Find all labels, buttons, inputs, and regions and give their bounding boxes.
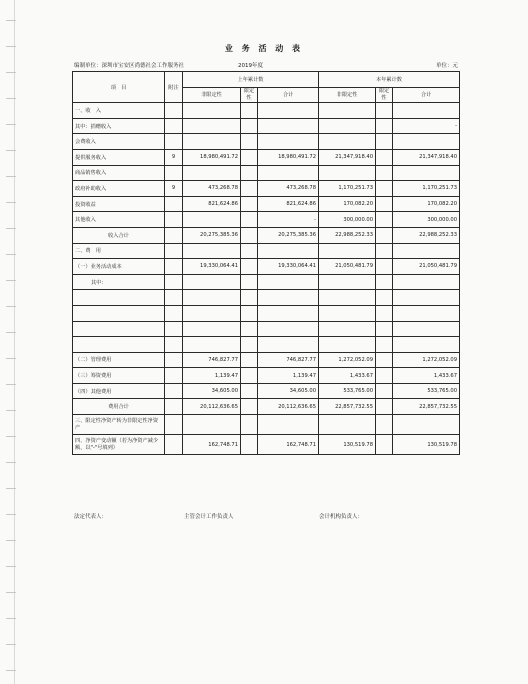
- activity-table: [72, 71, 460, 455]
- cell-c-u: [319, 134, 376, 150]
- cell-p-t: [258, 134, 319, 150]
- binding-margin: [14, 0, 15, 684]
- cell-p-u: [183, 118, 241, 134]
- cell-note: [165, 196, 183, 212]
- table-row: [73, 368, 460, 384]
- cell-p-u: 20,275,385.36: [183, 227, 241, 243]
- margin-tick: [6, 306, 16, 307]
- cell-p-u: 162,748.71: [183, 435, 241, 455]
- cell-p-u: [183, 212, 241, 228]
- cell-c-t: [393, 134, 460, 150]
- cell-p-t: [258, 337, 319, 353]
- cell-p-t: -: [258, 212, 319, 228]
- cell-note: [165, 274, 183, 290]
- margin-tick: [6, 644, 16, 645]
- cell-p-t: 821,624.86: [258, 196, 319, 212]
- header-prev-total: 合计: [258, 87, 319, 103]
- cell-item: [73, 290, 165, 306]
- cell-c-t: -: [393, 118, 460, 134]
- table-row: [73, 399, 460, 415]
- cell-note: [165, 399, 183, 415]
- org-label: 编制单位：深圳市宝安区尚德社会工作服务社: [74, 63, 185, 69]
- cell-p-t: 1,139.47: [258, 368, 319, 384]
- cell-note: [165, 435, 183, 455]
- cell-c-t: [393, 274, 460, 290]
- cell-p-u: [183, 415, 241, 435]
- cell-p-r: [241, 383, 258, 399]
- cell-c-u: 1,170,251.73: [319, 181, 376, 197]
- cell-c-t: 22,857,732.55: [393, 399, 460, 415]
- cell-note: [165, 368, 183, 384]
- cell-c-r: [376, 290, 393, 306]
- margin-tick: [6, 566, 16, 567]
- cell-item: [73, 321, 165, 337]
- cell-item: [73, 337, 165, 353]
- cell-c-t: 21,347,918.40: [393, 149, 460, 165]
- margin-tick: [6, 202, 16, 203]
- header-prev-year: 上年累计数: [183, 72, 319, 88]
- cell-c-r: [376, 118, 393, 134]
- accounting-org-head: 会计机构负责人：: [319, 514, 364, 520]
- table-row: [73, 274, 460, 290]
- cell-p-t: 18,980,491.72: [258, 149, 319, 165]
- cell-p-r: [241, 337, 258, 353]
- cell-c-u: [319, 118, 376, 134]
- cell-p-u: 34,605.00: [183, 383, 241, 399]
- cell-c-u: 22,857,732.55: [319, 399, 376, 415]
- cell-c-r: [376, 149, 393, 165]
- cell-c-u: [319, 290, 376, 306]
- cell-p-r: [241, 227, 258, 243]
- cell-note: 9: [165, 181, 183, 197]
- cell-c-u: 21,347,918.40: [319, 149, 376, 165]
- cell-c-t: 1,433.67: [393, 368, 460, 384]
- cell-c-u: 300,000.00: [319, 212, 376, 228]
- table-row: [73, 196, 460, 212]
- accounting-head: 主管会计工作负责人: [184, 514, 234, 520]
- margin-tick: [6, 592, 16, 593]
- cell-item: 收入合计: [73, 227, 165, 243]
- cell-c-r: [376, 383, 393, 399]
- cell-p-r: [241, 118, 258, 134]
- cell-c-r: [376, 181, 393, 197]
- cell-p-t: [258, 243, 319, 259]
- cell-note: 9: [165, 149, 183, 165]
- table-row: [73, 321, 460, 337]
- legal-representative: 法定代表人：: [74, 514, 108, 520]
- margin-tick: [6, 332, 16, 333]
- cell-c-t: [393, 337, 460, 353]
- margin-tick: [6, 254, 16, 255]
- cell-c-t: [393, 305, 460, 321]
- cell-note: [165, 103, 183, 119]
- cell-item: 其中：: [73, 274, 165, 290]
- cell-p-t: [258, 290, 319, 306]
- header-this-total: 合计: [393, 87, 460, 103]
- cell-c-u: 22,988,252.33: [319, 227, 376, 243]
- header-note: 附注: [165, 72, 183, 103]
- cell-p-t: 162,748.71: [258, 435, 319, 455]
- cell-item: 投资收益: [73, 196, 165, 212]
- cell-c-t: 22,988,252.33: [393, 227, 460, 243]
- cell-p-u: 20,112,636.65: [183, 399, 241, 415]
- cell-p-t: [258, 165, 319, 181]
- cell-c-u: [319, 165, 376, 181]
- margin-tick: [6, 176, 16, 177]
- cell-item: 商品销售收入: [73, 165, 165, 181]
- cell-note: [165, 165, 183, 181]
- cell-note: [165, 212, 183, 228]
- cell-p-t: 19,330,064.41: [258, 259, 319, 275]
- cell-item: 一、收 入: [73, 103, 165, 119]
- cell-note: [165, 290, 183, 306]
- cell-c-r: [376, 165, 393, 181]
- cell-note: [165, 118, 183, 134]
- cell-item: 其中：捐赠收入: [73, 118, 165, 134]
- cell-note: [165, 352, 183, 368]
- cell-c-r: [376, 337, 393, 353]
- table-row: [73, 103, 460, 119]
- cell-note: [165, 321, 183, 337]
- cell-note: [165, 227, 183, 243]
- margin-tick: [6, 98, 16, 99]
- cell-p-u: [183, 274, 241, 290]
- cell-item: （二）管理费用: [73, 352, 165, 368]
- cell-c-r: [376, 399, 393, 415]
- cell-p-r: [241, 399, 258, 415]
- margin-tick: [6, 670, 16, 671]
- cell-p-t: 746,827.77: [258, 352, 319, 368]
- currency-unit: 单位：元: [435, 63, 458, 69]
- cell-item: [73, 305, 165, 321]
- header-prev-restricted: 限定性: [241, 87, 258, 103]
- table-row: [73, 227, 460, 243]
- cell-c-r: [376, 368, 393, 384]
- cell-c-u: [319, 305, 376, 321]
- cell-p-t: 20,275,385.36: [258, 227, 319, 243]
- cell-c-r: [376, 134, 393, 150]
- cell-p-u: 1,139.47: [183, 368, 241, 384]
- cell-c-t: 170,082.20: [393, 196, 460, 212]
- header-item: 项 目: [73, 72, 165, 103]
- cell-c-u: [319, 321, 376, 337]
- table-row: [73, 352, 460, 368]
- cell-c-t: 1,272,052.09: [393, 352, 460, 368]
- cell-p-r: [241, 290, 258, 306]
- cell-p-u: [183, 243, 241, 259]
- cell-p-u: 746,827.77: [183, 352, 241, 368]
- cell-p-r: [241, 415, 258, 435]
- cell-c-r: [376, 305, 393, 321]
- cell-p-r: [241, 165, 258, 181]
- cell-p-r: [241, 149, 258, 165]
- cell-c-r: [376, 274, 393, 290]
- margin-tick: [6, 150, 16, 151]
- cell-item: 其他收入: [73, 212, 165, 228]
- cell-c-r: [376, 103, 393, 119]
- cell-c-t: 1,170,251.73: [393, 181, 460, 197]
- cell-note: [165, 415, 183, 435]
- cell-c-r: [376, 321, 393, 337]
- cell-item: 四、净资产变动额（若为净资产减少额，以"-"号填列）: [73, 435, 165, 455]
- margin-tick: [6, 228, 16, 229]
- cell-c-u: [319, 415, 376, 435]
- table-row: [73, 212, 460, 228]
- cell-p-t: [258, 274, 319, 290]
- cell-p-r: [241, 212, 258, 228]
- cell-p-t: [258, 103, 319, 119]
- cell-note: [165, 259, 183, 275]
- cell-note: [165, 243, 183, 259]
- cell-p-u: [183, 165, 241, 181]
- cell-p-t: [258, 415, 319, 435]
- cell-c-r: [376, 243, 393, 259]
- cell-item: 二、费 用: [73, 243, 165, 259]
- margin-tick: [6, 72, 16, 73]
- cell-item: 会费收入: [73, 134, 165, 150]
- cell-item: 三、限定性净资产转为非限定性净资产: [73, 415, 165, 435]
- margin-tick: [6, 488, 16, 489]
- table-row: [73, 415, 460, 435]
- report-year: 2019年度: [238, 63, 263, 69]
- margin-tick: [6, 124, 16, 125]
- cell-p-t: [258, 305, 319, 321]
- cell-p-r: [241, 305, 258, 321]
- margin-tick: [6, 436, 16, 437]
- cell-c-u: 170,082.20: [319, 196, 376, 212]
- cell-c-t: [393, 165, 460, 181]
- table-row: [73, 149, 460, 165]
- margin-tick: [6, 280, 16, 281]
- report-title: 业 务 活 动 表: [224, 44, 304, 53]
- cell-c-r: [376, 415, 393, 435]
- table-row: [73, 181, 460, 197]
- cell-c-u: [319, 337, 376, 353]
- cell-c-u: [319, 274, 376, 290]
- cell-p-u: 473,268.78: [183, 181, 241, 197]
- table-row: [73, 259, 460, 275]
- cell-item: 提供服务收入: [73, 149, 165, 165]
- cell-c-u: 1,272,052.09: [319, 352, 376, 368]
- cell-c-r: [376, 196, 393, 212]
- cell-c-r: [376, 435, 393, 455]
- cell-item: （四）其他费用: [73, 383, 165, 399]
- cell-c-r: [376, 352, 393, 368]
- header-prev-unrestricted: 非限定性: [183, 87, 241, 103]
- cell-c-t: [393, 415, 460, 435]
- cell-c-t: 21,050,481.79: [393, 259, 460, 275]
- cell-note: [165, 134, 183, 150]
- cell-c-t: 300,000.00: [393, 212, 460, 228]
- margin-tick: [6, 462, 16, 463]
- cell-note: [165, 383, 183, 399]
- margin-tick: [6, 618, 16, 619]
- cell-c-u: 1,433.67: [319, 368, 376, 384]
- cell-p-u: [183, 305, 241, 321]
- cell-c-u: 130,519.78: [319, 435, 376, 455]
- cell-p-t: 34,605.00: [258, 383, 319, 399]
- cell-p-r: [241, 134, 258, 150]
- cell-p-t: 20,112,636.65: [258, 399, 319, 415]
- table-row: [73, 305, 460, 321]
- cell-p-u: 18,980,491.72: [183, 149, 241, 165]
- table-row: [73, 435, 460, 455]
- cell-p-r: [241, 368, 258, 384]
- table-row: [73, 383, 460, 399]
- cell-c-t: 533,765.00: [393, 383, 460, 399]
- cell-c-r: [376, 259, 393, 275]
- margin-tick: [6, 514, 16, 515]
- cell-p-t: [258, 118, 319, 134]
- header-this-restricted: 限定性: [376, 87, 393, 103]
- margin-tick: [6, 410, 16, 411]
- table-row: [73, 243, 460, 259]
- cell-p-u: 19,330,064.41: [183, 259, 241, 275]
- cell-p-t: [258, 321, 319, 337]
- cell-c-u: [319, 243, 376, 259]
- cell-p-r: [241, 321, 258, 337]
- cell-p-u: [183, 337, 241, 353]
- cell-p-r: [241, 274, 258, 290]
- table-row: [73, 118, 460, 134]
- cell-p-u: [183, 103, 241, 119]
- cell-p-r: [241, 352, 258, 368]
- cell-c-t: [393, 290, 460, 306]
- cell-c-r: [376, 227, 393, 243]
- cell-c-t: [393, 103, 460, 119]
- cell-item: 政府补助收入: [73, 181, 165, 197]
- cell-c-t: 130,519.78: [393, 435, 460, 455]
- margin-tick: [6, 540, 16, 541]
- cell-c-r: [376, 212, 393, 228]
- cell-c-u: [319, 103, 376, 119]
- cell-p-u: [183, 321, 241, 337]
- cell-p-r: [241, 103, 258, 119]
- cell-c-t: [393, 243, 460, 259]
- header-this-unrestricted: 非限定性: [319, 87, 376, 103]
- cell-c-t: [393, 321, 460, 337]
- cell-item: （三）筹资费用: [73, 368, 165, 384]
- table-row: [73, 165, 460, 181]
- cell-p-r: [241, 243, 258, 259]
- cell-c-u: 533,765.00: [319, 383, 376, 399]
- cell-note: [165, 305, 183, 321]
- header-this-year: 本年累计数: [319, 72, 460, 88]
- table-row: [73, 337, 460, 353]
- cell-item: 费用合计: [73, 399, 165, 415]
- cell-p-u: [183, 134, 241, 150]
- cell-p-u: 821,624.86: [183, 196, 241, 212]
- table-row: [73, 134, 460, 150]
- cell-p-r: [241, 259, 258, 275]
- table-row: [73, 290, 460, 306]
- cell-p-t: 473,268.78: [258, 181, 319, 197]
- cell-p-r: [241, 181, 258, 197]
- cell-item: （一）业务活动成本: [73, 259, 165, 275]
- margin-tick: [6, 20, 16, 21]
- cell-p-r: [241, 435, 258, 455]
- margin-tick: [6, 358, 16, 359]
- margin-tick: [6, 384, 16, 385]
- cell-c-u: 21,050,481.79: [319, 259, 376, 275]
- cell-note: [165, 337, 183, 353]
- cell-p-r: [241, 196, 258, 212]
- cell-p-u: [183, 290, 241, 306]
